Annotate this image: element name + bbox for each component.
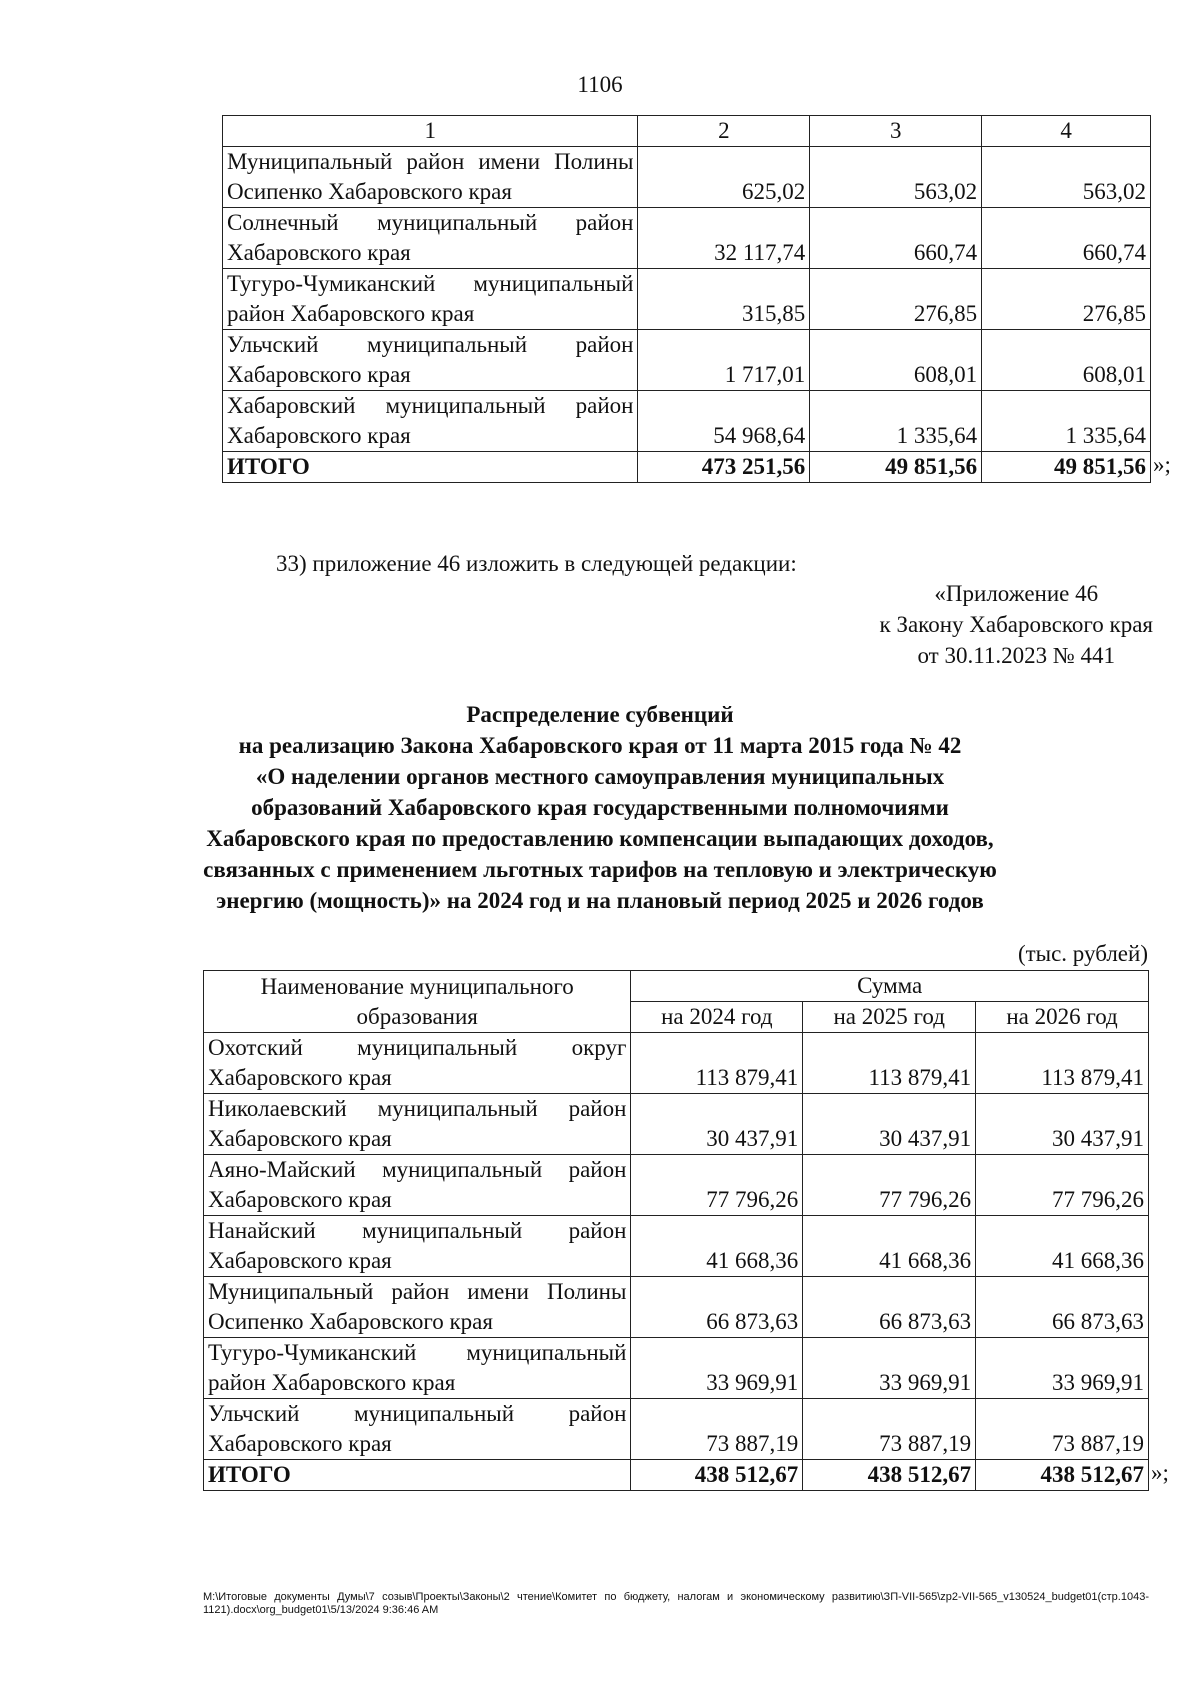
amount-2024: 73 887,19: [631, 1399, 803, 1460]
title-line: на реализацию Закона Хабаровского края от 11 марта 2015 года № 42: [238, 733, 962, 758]
table-row: [204, 1094, 1149, 1155]
amount-col3: 276,85: [810, 269, 982, 330]
column-number: 4: [982, 116, 1151, 147]
table-row: [223, 269, 1151, 330]
amount-col4: 660,74: [982, 208, 1151, 269]
amount-col4: 608,01: [982, 330, 1151, 391]
municipality-name: Муниципальный район имени Полины Осипенко Хабаровского края: [204, 1277, 631, 1338]
amount-2024: 41 668,36: [631, 1216, 803, 1277]
total-col2: 473 251,56: [638, 452, 810, 483]
year-header-2026: на 2026 год: [976, 1002, 1149, 1033]
total-2024: 438 512,67: [631, 1460, 803, 1491]
column-number: 1: [223, 116, 638, 147]
table-continuation: [222, 115, 1151, 483]
amount-2025: 33 969,91: [803, 1338, 976, 1399]
subvention-table: [203, 970, 1149, 1491]
amount-2026: 77 796,26: [976, 1155, 1149, 1216]
municipality-name: Муниципальный район имени Полины Осипенко Хабаровского края: [223, 147, 638, 208]
amount-2025: 66 873,63: [803, 1277, 976, 1338]
total-label: ИТОГО: [223, 452, 638, 483]
municipality-name: Ульчский муниципальный район Хабаровского края: [223, 330, 638, 391]
table-row: [204, 1399, 1149, 1460]
municipality-name: Тугуро-Чумиканский муниципальный район Хабаровского края: [223, 269, 638, 330]
page-number: 1106: [577, 72, 623, 97]
table-row: [204, 1216, 1149, 1277]
municipality-name: Ульчский муниципальный район Хабаровского края: [204, 1399, 631, 1460]
appendix-reference: [880, 578, 1153, 671]
amount-2024: 33 969,91: [631, 1338, 803, 1399]
closing-quote: »;: [1151, 1460, 1169, 1485]
amount-2026: 66 873,63: [976, 1277, 1149, 1338]
total-2026: 438 512,67: [976, 1460, 1149, 1491]
amount-2026: 41 668,36: [976, 1216, 1149, 1277]
amount-2024: 113 879,41: [631, 1033, 803, 1094]
total-col3: 49 851,56: [810, 452, 982, 483]
amount-2025: 113 879,41: [803, 1033, 976, 1094]
amount-col2: 1 717,01: [638, 330, 810, 391]
total-label: ИТОГО: [204, 1460, 631, 1491]
amount-col4: 563,02: [982, 147, 1151, 208]
amount-2026: 73 887,19: [976, 1399, 1149, 1460]
municipality-name: Тугуро-Чумиканский муниципальный район Хабаровского края: [204, 1338, 631, 1399]
column-number: 2: [638, 116, 810, 147]
amount-2024: 77 796,26: [631, 1155, 803, 1216]
municipality-name: Хабаровский муниципальный район Хабаровского края: [223, 391, 638, 452]
appendix-line: от 30.11.2023 № 441: [917, 643, 1116, 668]
amount-2026: 113 879,41: [976, 1033, 1149, 1094]
title-line: энергию (мощность)» на 2024 год и на плановый период 2025 и 2026 годов: [216, 888, 984, 913]
amendment-paragraph: 33) приложение 46 изложить в следующей редакции:: [276, 551, 797, 576]
amount-col2: 315,85: [638, 269, 810, 330]
municipality-name: Солнечный муниципальный район Хабаровского края: [223, 208, 638, 269]
table-row: [223, 391, 1151, 452]
municipality-name: Нанайский муниципальный район Хабаровского края: [204, 1216, 631, 1277]
amount-2025: 30 437,91: [803, 1094, 976, 1155]
municipality-name: Аяно-Майский муниципальный район Хабаровского края: [204, 1155, 631, 1216]
appendix-line: к Закону Хабаровского края: [879, 612, 1153, 637]
table-row: [204, 1155, 1149, 1216]
amount-col2: 32 117,74: [638, 208, 810, 269]
table-row: [223, 208, 1151, 269]
amount-2024: 30 437,91: [631, 1094, 803, 1155]
amount-col3: 563,02: [810, 147, 982, 208]
amount-2025: 77 796,26: [803, 1155, 976, 1216]
amount-2025: 41 668,36: [803, 1216, 976, 1277]
closing-quote: »;: [1153, 452, 1171, 477]
appendix-line: «Приложение 46: [934, 581, 1099, 606]
total-row: [204, 1460, 1149, 1491]
name-header: Наименование муниципального образования: [204, 971, 631, 1033]
amount-2025: 73 887,19: [803, 1399, 976, 1460]
title-line: образований Хабаровского края государственными полномочиями: [251, 795, 949, 820]
unit-label: (тыс. рублей): [1017, 941, 1148, 966]
municipality-name: Николаевский муниципальный район Хабаровского края: [204, 1094, 631, 1155]
total-row: [223, 452, 1151, 483]
table-header-row: [204, 971, 1149, 1002]
title-line: Распределение субвенций: [466, 702, 734, 727]
column-number: 3: [810, 116, 982, 147]
amount-col2: 54 968,64: [638, 391, 810, 452]
title-line: «О наделении органов местного самоуправления муниципальных: [255, 764, 945, 789]
table-row: [223, 147, 1151, 208]
amount-col4: 1 335,64: [982, 391, 1151, 452]
title-line: связанных с применением льготных тарифов на тепловую и электрическую: [203, 857, 997, 882]
document-title: [0, 699, 1200, 916]
amount-col3: 660,74: [810, 208, 982, 269]
year-header-2025: на 2025 год: [803, 1002, 976, 1033]
total-2025: 438 512,67: [803, 1460, 976, 1491]
title-line: Хабаровского края по предоставлению компенсации выпадающих доходов,: [206, 826, 994, 851]
table-row: [223, 330, 1151, 391]
file-path-footer: М:\Итоговые документы Думы\7 созыв\Проекты\Законы\2 чтение\Комитет по бюджету, налогам и экономическому развитию\ЗП-VII-565\zp2-VII-565_v130524_budget01(стр.1043-1121).docx\org_budget01\5/13/2024 9:36:46 AM: [203, 1591, 1149, 1616]
table-row: [204, 1033, 1149, 1094]
amount-col3: 1 335,64: [810, 391, 982, 452]
amount-2024: 66 873,63: [631, 1277, 803, 1338]
amount-2026: 30 437,91: [976, 1094, 1149, 1155]
total-col4: 49 851,56: [982, 452, 1151, 483]
municipality-name: Охотский муниципальный округ Хабаровского края: [204, 1033, 631, 1094]
amount-col2: 625,02: [638, 147, 810, 208]
table-header-row: [223, 116, 1151, 147]
table-row: [204, 1277, 1149, 1338]
year-header-2024: на 2024 год: [631, 1002, 803, 1033]
sum-header: Сумма: [631, 971, 1149, 1002]
amount-col3: 608,01: [810, 330, 982, 391]
amount-col4: 276,85: [982, 269, 1151, 330]
table-row: [204, 1338, 1149, 1399]
amount-2026: 33 969,91: [976, 1338, 1149, 1399]
